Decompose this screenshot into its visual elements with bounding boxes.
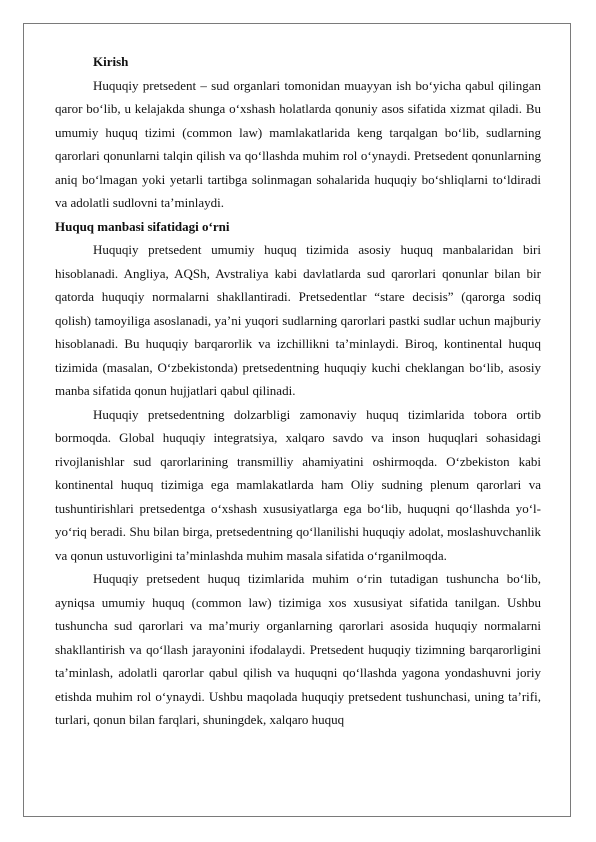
section-heading: Huquq manbasi sifatidagi o‘rni xyxy=(55,218,230,234)
intro-paragraph: Huquqiy pretsedent – sud organlari tomonidan muayyan ish bo‘yicha qabul qilingan qaror bo‘lib, u kelajakda shunga o‘xshash holatlarda qonuniy asos sifatida xizmat qiladi. Bu umumiy huquq tizimi (common law) mamlakatlarida keng tarqalgan bo‘lib, sudlarning qarorlari qonunlarni talqin qilish va qo‘llashda muhim rol o‘ynaydi. Pretsedent qonunlarning aniq bo‘lmagan yoki yetarli tartibga solinmagan sohalarida huquqiy bo‘shliqlarni to‘ldiradi va adolatli sudlovni ta’minlaydi. xyxy=(55,77,541,210)
body-paragraph: Huquqiy pretsedent umumiy huquq tizimida asosiy huquq manbalaridan biri hisoblanadi. Angliya, AQSh, Avstraliya kabi davlatlarda sud qarorlari qonunlar bilan bir qatorda huquqiy normalarni shakllantiradi. Pretsedentlar “stare decisis” (qarorga sodiq qolish) tamoyiliga asoslanadi, ya’ni yuqori sudlarning qarorlari pastki sudlar uchun majburiy hisoblanadi. Bu huquqiy barqarorlik va izchillikni ta’minlaydi. Biroq, kontinental huquq tizimida (masalan, O‘zbekistonda) pretsedentning huquqiy kuchi cheklangan bo‘lib, asosiy manba sifatida qonun hujjatlari qabul qilinadi. xyxy=(55,242,541,398)
document-title: Kirish xyxy=(93,54,129,69)
document-body xyxy=(55,50,541,732)
body-paragraph: Huquqiy pretsedent huquq tizimlarida muhim o‘rin tutadigan tushuncha bo‘lib, ayniqsa umumiy huquq (common law) tizimiga xos xususiyat sifatida tanilgan. Ushbu tushuncha sud qarorlari va ma’muriy organlarning qarorlari asosida huquqiy normalarni shakllantirish va qo‘llash jarayonini ifodalaydi. Pretsedent huquqiy tizimning barqarorligini ta’minlash, adolatli qarorlar qabul qilish va huquqni qo‘llashda yagona yondashuvni joriy etishda muhim rol o‘ynaydi. Ushbu maqolada huquqiy pretsedent tushunchasi, uning ta’rifi, turlari, qonun bilan farqlari, shuningdek, xalqaro huquq xyxy=(55,571,541,727)
body-paragraph: Huquqiy pretsedentning dolzarbligi zamonaviy huquq tizimlarida tobora ortib bormoqda. Global huquqiy integratsiya, xalqaro savdo va inson huquqlari sohasidagi rivojlanishlar sud qarorlarining transmilliy ahamiyatini oshirmoqda. O‘zbekiston kabi kontinental huquq tizimiga ega mamlakatlarda ham Oliy sudning plenum qarorlari va tushuntirishlari pretsedentga o‘xshash xususiyatlarga ega bo‘lib, huquqni qo‘llashda yo‘l-yo‘riq beradi. Shu bilan birga, pretsedentning qo‘llanilishi huquqiy adolat, moslashuvchanlik va qonun ustuvorligini ta’minlashda muhim masala sifatida o‘rganilmoqda. xyxy=(55,406,541,563)
